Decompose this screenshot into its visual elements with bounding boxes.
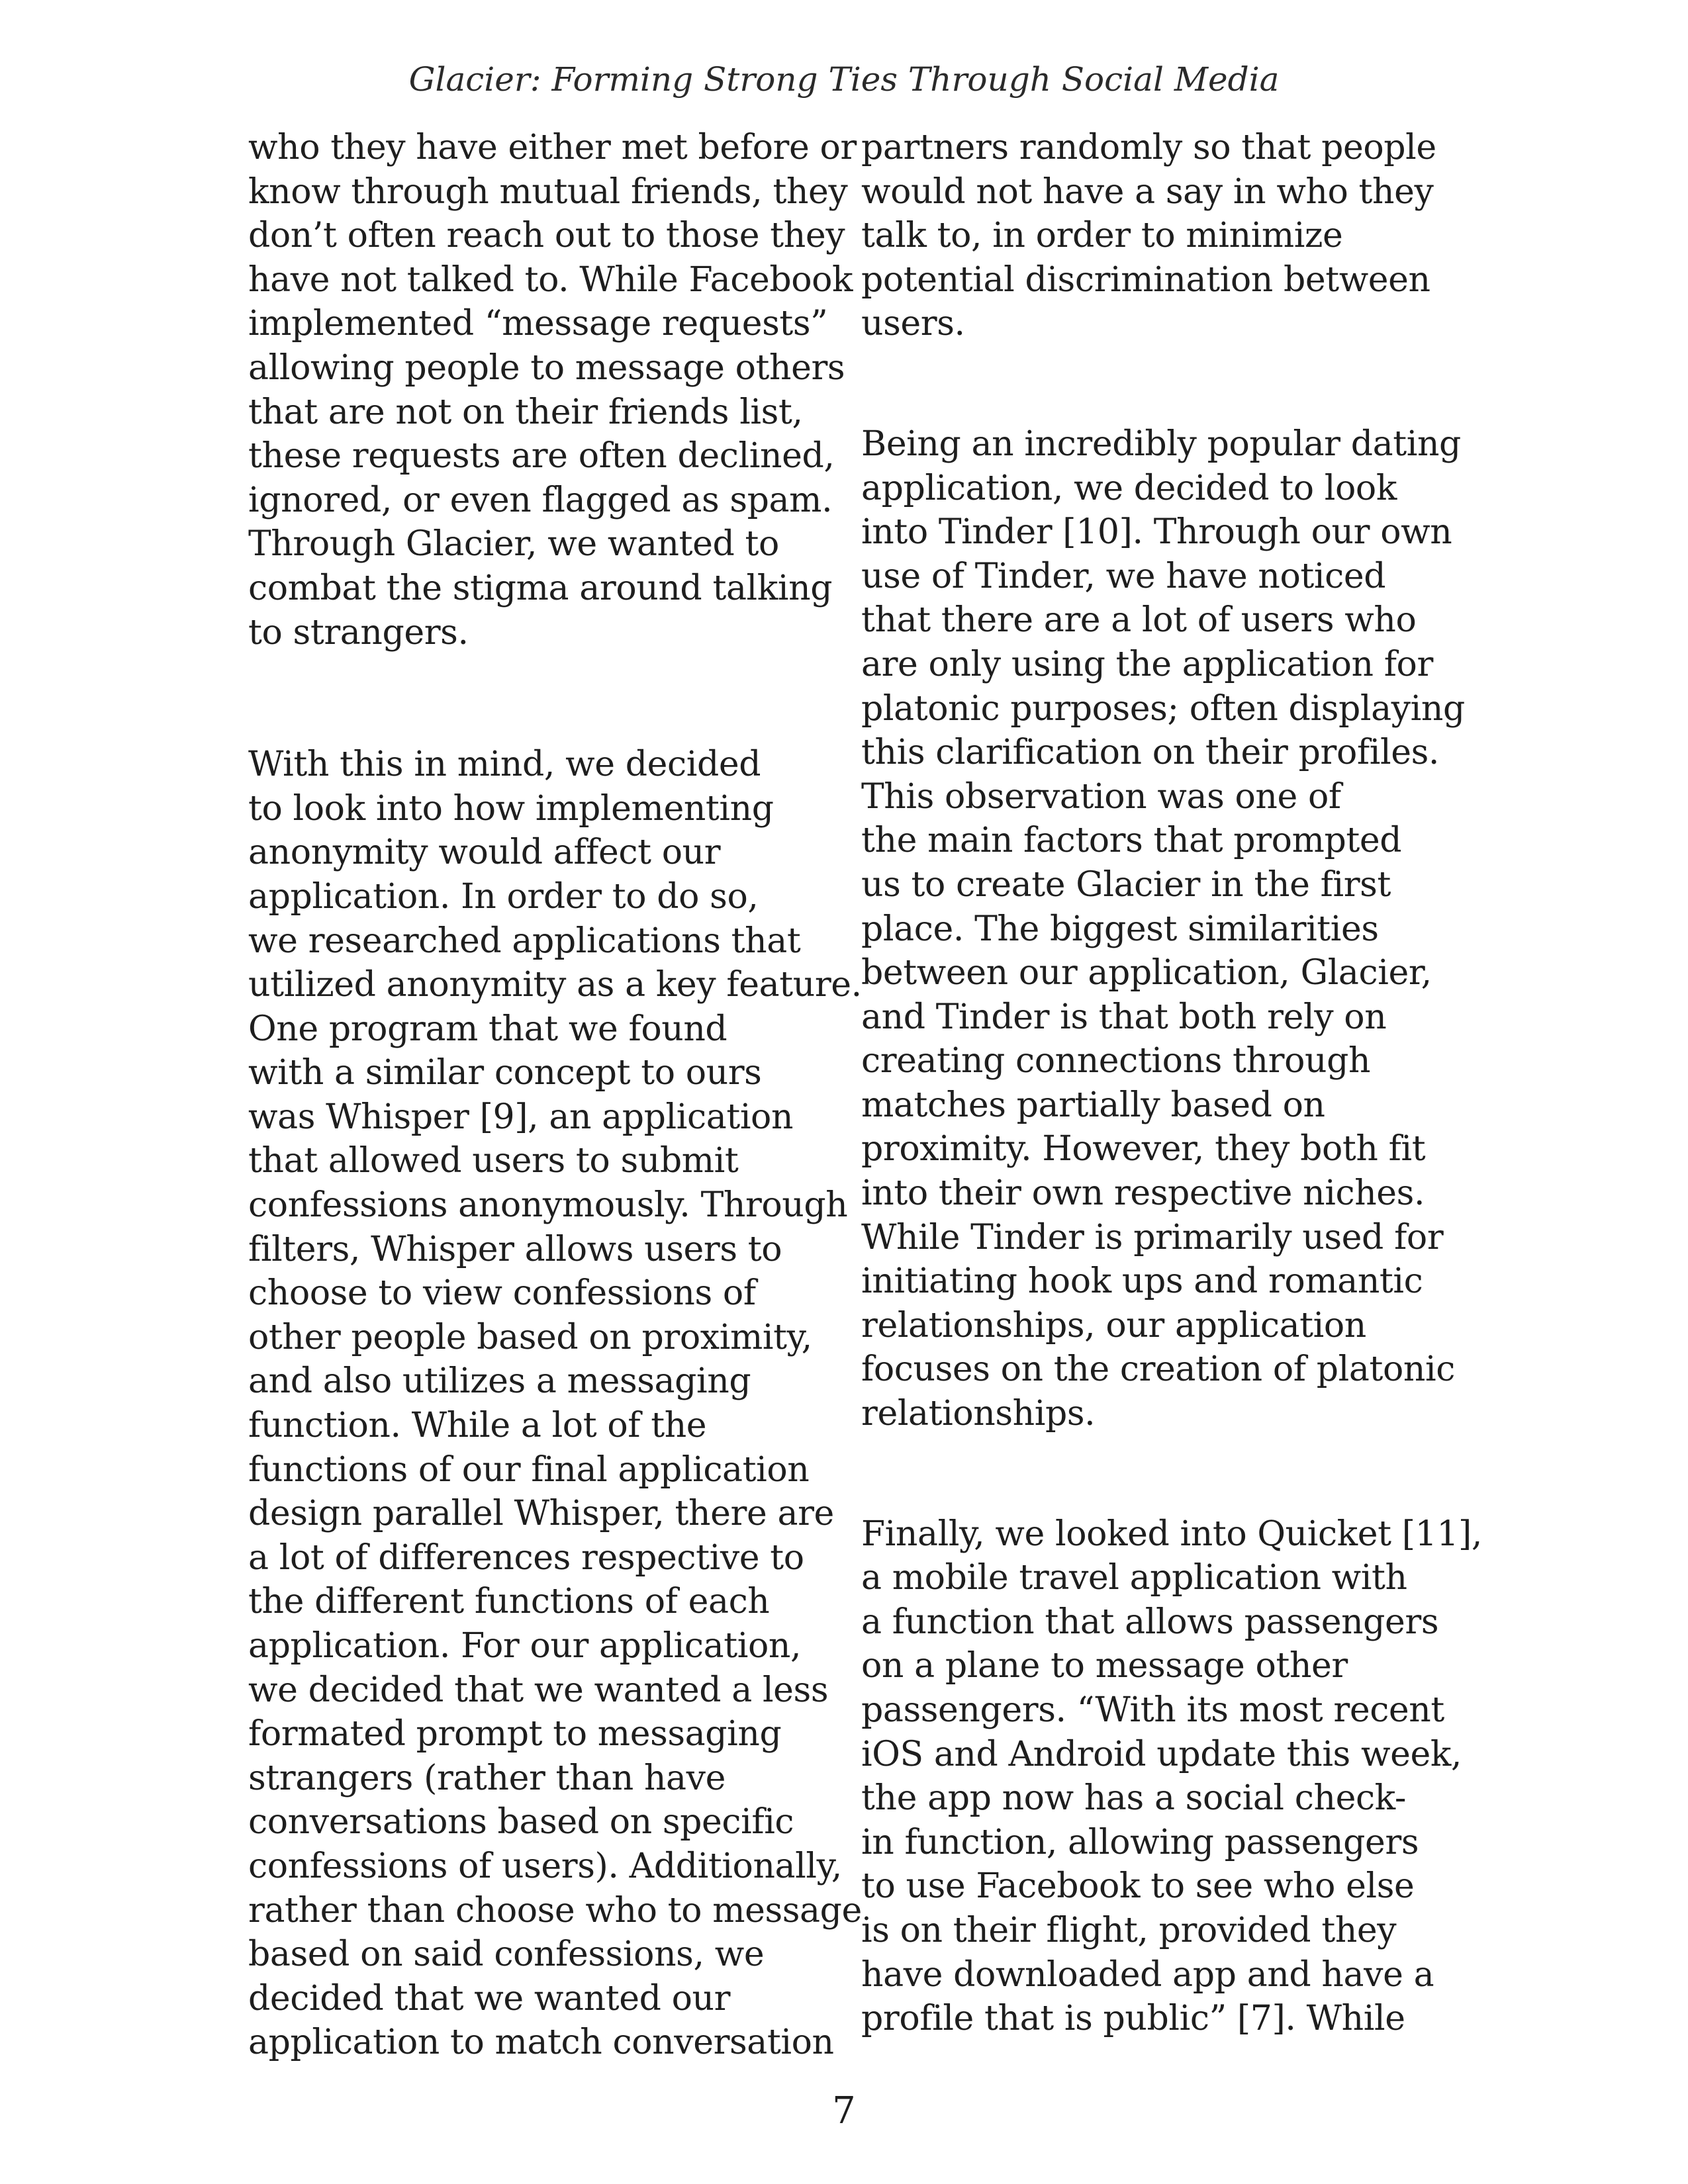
text-line: This observation was one of (861, 776, 1341, 817)
text-line: other people based on proximity, (248, 1317, 812, 1357)
paragraph-gap (861, 1436, 1457, 1512)
paragraph (861, 126, 1457, 346)
text-line: focuses on the creation of platonic (861, 1349, 1455, 1390)
text-line: a function that allows passengers (861, 1602, 1439, 1642)
text-line: place. The biggest similarities (861, 909, 1379, 949)
text-line: us to create Glacier in the first (861, 864, 1391, 905)
text-line: anonymity would affect our (248, 833, 721, 873)
text-line: the different functions of each (248, 1582, 770, 1622)
text-line: Being an incredibly popular dating (861, 424, 1461, 464)
text-line: to look into how implementing (248, 788, 774, 829)
text-line: passengers. “With its most recent (861, 1690, 1444, 1730)
text-line: talk to, in order to minimize (861, 216, 1343, 256)
text-line: use of Tinder, we have noticed (861, 556, 1386, 596)
text-line: have not talked to. While Facebook (248, 259, 853, 300)
paragraph (861, 1512, 1483, 2041)
text-line: decided that we wanted our (248, 1978, 731, 2019)
text-line: we decided that we wanted a less (248, 1670, 829, 1710)
text-line: on a plane to message other (861, 1646, 1348, 1686)
text-line: don’t often reach out to those they (248, 216, 845, 256)
text-line: choose to view confessions of (248, 1273, 756, 1314)
text-line: implemented “message requests” (248, 304, 828, 344)
paragraph-gap (861, 346, 1457, 422)
text-line: application, we decided to look (861, 468, 1397, 508)
text-line: the main factors that prompted (861, 821, 1402, 861)
text-line: allowing people to message others (248, 347, 845, 388)
text-line: While Tinder is primarily used for (861, 1217, 1444, 1257)
text-line: a mobile travel application with (861, 1558, 1407, 1598)
text-line: filters, Whisper allows users to (248, 1229, 782, 1269)
text-line: in function, allowing passengers (861, 1822, 1419, 1862)
text-line: who they have either met before or (248, 128, 857, 167)
text-line: One program that we found (248, 1009, 727, 1049)
text-line: iOS and Android update this week, (861, 1734, 1462, 1774)
text-line: with a similar concept to ours (248, 1053, 762, 1093)
text-line: to use Facebook to see who else (861, 1866, 1415, 1907)
text-line: combat the stigma around talking (248, 568, 833, 608)
text-line: that there are a lot of users who (861, 600, 1417, 641)
text-line: and Tinder is that both rely on (861, 997, 1387, 1037)
text-line: application. In order to do so, (248, 876, 759, 917)
text-line: initiating hook ups and romantic (861, 1261, 1423, 1302)
text-line: strangers (rather than have (248, 1758, 726, 1798)
text-line: rather than choose who to message (248, 1890, 862, 1931)
text-line: users. (861, 304, 965, 344)
text-line: confessions anonymously. Through (248, 1185, 848, 1226)
paragraph (248, 743, 862, 2065)
text-line: is on their flight, provided they (861, 1910, 1397, 1950)
text-line: and also utilizes a messaging (248, 1361, 751, 1402)
text-line: have downloaded app and have a (861, 1954, 1434, 1995)
paragraph-gap (248, 655, 844, 743)
text-line: the app now has a social check- (861, 1778, 1407, 1819)
left-column (248, 126, 862, 2065)
text-line: these requests are often declined, (248, 436, 835, 477)
text-line: a lot of differences respective to (248, 1537, 804, 1578)
text-line: was Whisper [9], an application (248, 1097, 794, 1137)
text-line: ignored, or even flagged as spam. (248, 480, 833, 520)
text-line: based on said confessions, we (248, 1934, 765, 1975)
text-line: platonic purposes; often displaying (861, 688, 1465, 729)
text-line: know through mutual friends, they (248, 171, 848, 212)
text-line: utilized anonymity as a key feature. (248, 965, 862, 1005)
text-line: relationships, our application (861, 1305, 1366, 1345)
text-line: that are not on their friends list, (248, 392, 803, 432)
text-line: would not have a say in who they (861, 171, 1434, 212)
text-line: conversations based on specific (248, 1802, 794, 1843)
text-line: proximity. However, they both fit (861, 1129, 1426, 1169)
text-line: potential discrimination between (861, 259, 1430, 300)
text-line: application. For our application, (248, 1626, 802, 1666)
text-line: partners randomly so that people (861, 128, 1436, 167)
text-line: that allowed users to submit (248, 1141, 739, 1181)
text-line: are only using the application for (861, 644, 1433, 684)
text-line: this clarification on their profiles. (861, 733, 1439, 773)
paragraph (248, 126, 857, 655)
text-line: formated prompt to messaging (248, 1714, 782, 1754)
text-line: matches partially based on (861, 1085, 1325, 1125)
text-line: relationships. (861, 1394, 1096, 1434)
text-line: application to match conversation (248, 2023, 834, 2063)
text-line: design parallel Whisper, there are (248, 1494, 834, 1534)
running-head: Glacier: Forming Strong Ties Through Social Media (408, 60, 1280, 99)
text-line: into their own respective niches. (861, 1173, 1425, 1214)
text-line: between our application, Glacier, (861, 953, 1432, 993)
text-line: profile that is public” [7]. While (861, 1999, 1405, 2039)
page-number: 7 (832, 2089, 856, 2132)
right-column (861, 126, 1483, 2041)
text-line: Through Glacier, we wanted to (248, 524, 779, 565)
text-line: Finally, we looked into Quicket [11], (861, 1514, 1483, 1554)
text-line: we researched applications that (248, 921, 801, 961)
text-line: into Tinder [10]. Through our own (861, 512, 1452, 553)
text-line: function. While a lot of the (248, 1406, 707, 1446)
text-line: to strangers. (248, 612, 469, 653)
text-line: confessions of users). Additionally, (248, 1846, 842, 1886)
text-line: functions of our final application (248, 1449, 810, 1490)
text-line: creating connections through (861, 1041, 1371, 1081)
text-line: With this in mind, we decided (248, 745, 761, 785)
paragraph (861, 422, 1465, 1436)
